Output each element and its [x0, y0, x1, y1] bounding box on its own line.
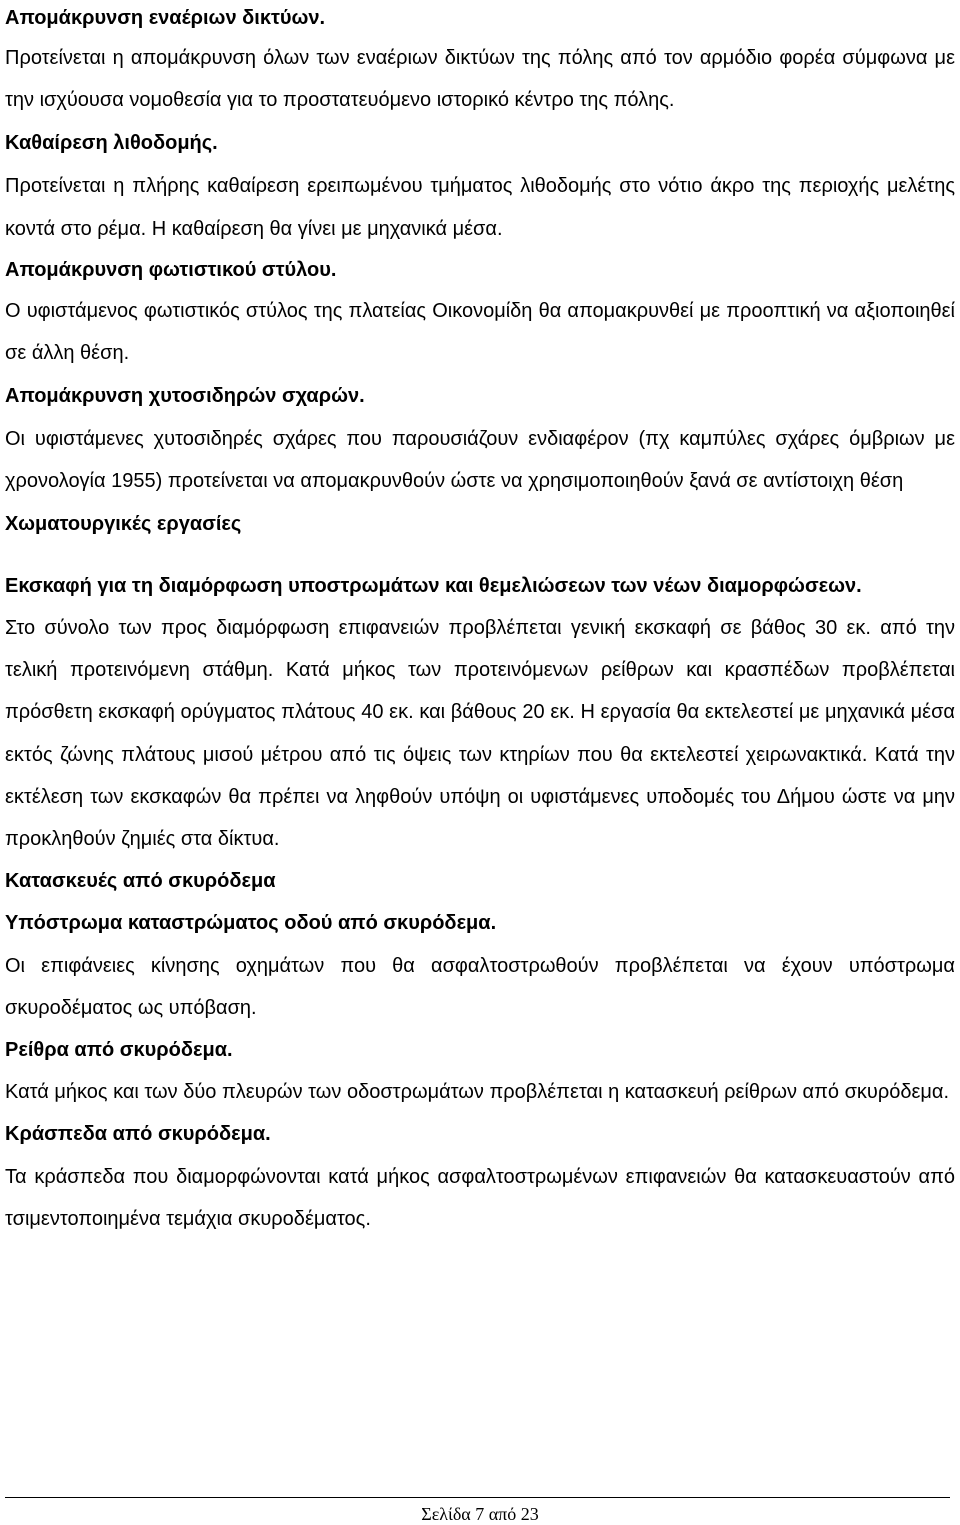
section-spacer — [5, 545, 955, 565]
section-heading: Απομάκρυνση χυτοσιδηρών σχαρών. — [5, 385, 365, 408]
section-heading: Χωματουργικές εργασίες — [5, 512, 242, 535]
section-paragraph: Κατά μήκος και των δύο πλευρών των οδοστρωμάτων προβλέπεται η κατασκευή ρείθρων από σκυρόδεμα. — [5, 1081, 950, 1104]
section-paragraph: Τα κράσπεδα που διαμορφώνονται κατά μήκος ασφαλτοστρωμένων επιφανειών θα κατασκευαστούν από τσιμεντοποιημένα τεμάχια σκυροδέματος. — [5, 1165, 955, 1230]
page-number: Σελίδα 7 από 23 — [421, 1504, 539, 1524]
section-paragraph: Οι επιφάνειες κίνησης οχημάτων που θα ασφαλτοστρωθούν προβλέπεται να έχουν υπόστρωμα σκυροδέματος ως υπόβαση. — [5, 954, 955, 1019]
section-heading: Απομάκρυνση εναέριων δικτύων. — [5, 7, 326, 29]
section-heading: Ρείθρα από σκυρόδεμα. — [5, 1039, 233, 1062]
section-paragraph: Στο σύνολο των προς διαμόρφωση επιφανειών προβλέπεται γενική εκσκαφή σε βάθος 30 εκ. από την τελική προτεινόμενη στάθμη. Κατά μήκος των προτεινόμενων ρείθρων και κρασπέδων προβλέπεται πρόσθετη εκσκαφή ορύγματος πλάτους 40 εκ. και βάθους 20 εκ. Η εργασία θα εκτελεστεί με μηχανικά μέσα εκτός ζώνης πλάτους μισού μέτρου από τις όψεις των κτηρίων που θα εκτελεστεί χειρωνακτικά. Κατά την εκτέλεση των εκσκαφών θα πρέπει να ληφθούν υπόψη οι υφιστάμενες υποδομές του Δήμου ώστε να μην προκληθούν ζημιές στα δίκτυα. — [5, 617, 955, 851]
section-heading: Καθαίρεση λιθοδομής. — [5, 132, 218, 155]
document-page — [5, 0, 955, 1240]
section-heading: Υπόστρωμα καταστρώματος οδού από σκυρόδεμα. — [5, 912, 497, 935]
section-heading: Απομάκρυνση φωτιστικού στύλου. — [5, 258, 337, 281]
section-paragraph: Προτείνεται η πλήρης καθαίρεση ερειπωμένου τμήματος λιθοδομής στο νότιο άκρο της περιοχής μελέτης κοντά στο ρέμα. Η καθαίρεση θα γίνει με μηχανικά μέσα. — [5, 175, 955, 240]
section-paragraph: Οι υφιστάμενες χυτοσιδηρές σχάρες που παρουσιάζουν ενδιαφέρον (πχ καμπύλες σχάρες όμβριων με χρονολογία 1955) προτείνεται να απομακρυνθούν ώστε να χρησιμοποιηθούν ξανά σε αντίστοιχη θέση — [5, 428, 955, 493]
section-heading: Κράσπεδα από σκυρόδεμα. — [5, 1123, 271, 1146]
section-paragraph: Ο υφιστάμενος φωτιστικός στύλος της πλατείας Οικονομίδη θα απομακρυνθεί με προοπτική να αξιοποιηθεί σε άλλη θέση. — [5, 299, 955, 365]
section-heading: Κατασκευές από σκυρόδεμα — [5, 870, 276, 893]
footer-divider — [5, 1497, 950, 1498]
section-paragraph: Προτείνεται η απομάκρυνση όλων των εναέριων δικτύων της πόλης από τον αρμόδιο φορέα σύμφωνα με την ισχύουσα νομοθεσία για το προστατευόμενο ιστορικό κέντρο της πόλης. — [5, 47, 955, 112]
section-heading: Εκσκαφή για τη διαμόρφωση υποστρωμάτων και θεμελιώσεων των νέων διαμορφώσεων. — [5, 574, 862, 597]
